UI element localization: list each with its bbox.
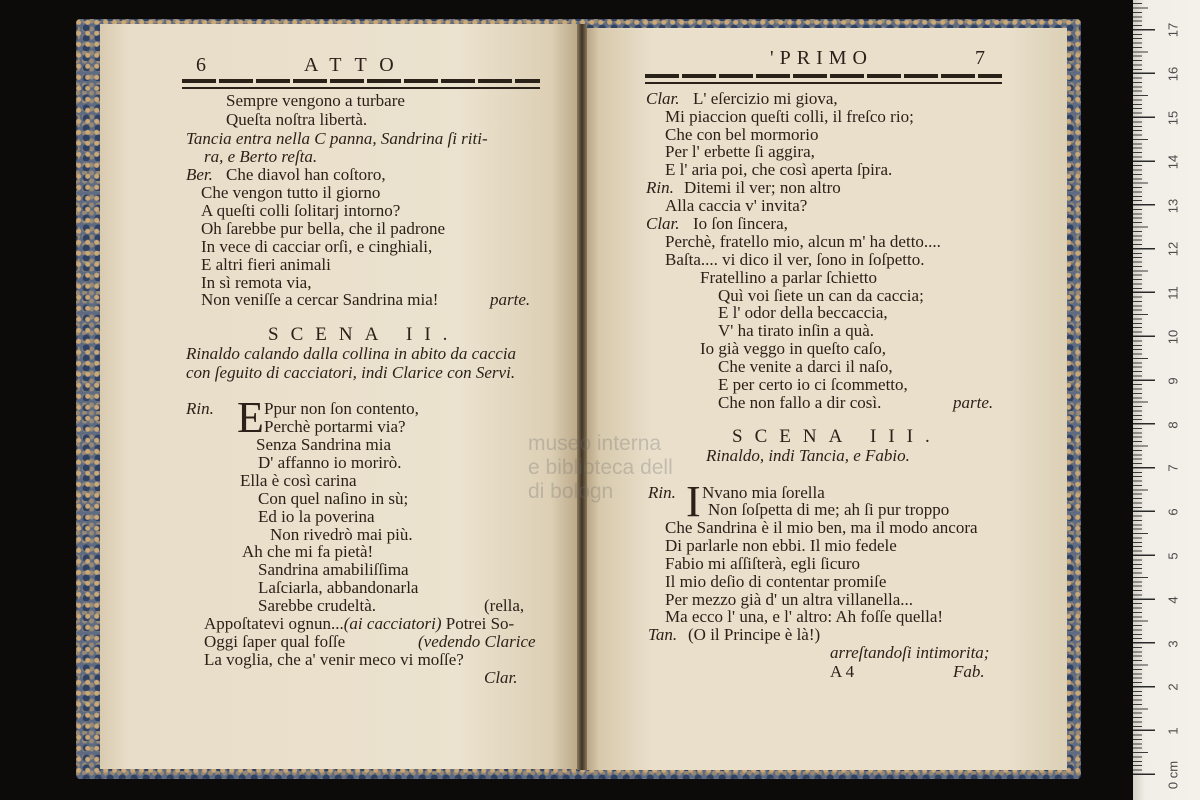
watermark-line: e biblioteca dell <box>528 456 673 479</box>
drop-cap-initial: I <box>686 477 701 526</box>
speaker-label: Ber. <box>186 165 213 184</box>
verse-line: Con quel naſino in sù; <box>258 489 409 508</box>
ruler-label: 1 <box>1165 727 1181 735</box>
verse-line: Alla caccia v' invita? <box>665 196 808 215</box>
verse-line: Che Sandrina è il mio ben, ma il modo ancora <box>665 518 978 537</box>
watermark-line: di bologn <box>528 480 614 503</box>
scene-direction: con ſeguito di cacciatori, indi Clarice con Servi. <box>186 363 516 382</box>
ruler-label: 14 <box>1165 154 1181 170</box>
ruler-major-ticks <box>1133 0 1155 775</box>
left-running-head: ATTO <box>304 54 407 76</box>
verse-line: E l' aria poi, che così aperta ſpira. <box>665 160 893 179</box>
verse-line: Queſta noſtra libertà. <box>226 110 368 129</box>
ruler-label: 12 <box>1165 242 1181 257</box>
ruler-label: 4 <box>1165 596 1181 604</box>
watermark-line: museo interna <box>528 432 662 455</box>
exit-direction: parte. <box>953 393 994 412</box>
turnover-text: (rella, <box>484 596 525 615</box>
speaker-label: Rin. <box>648 483 676 502</box>
verse-line: Per mezzo già d' un altra villanella... <box>665 590 914 609</box>
recitative-text: Potrei So- <box>445 614 515 633</box>
right-page-number: 7 <box>975 47 985 69</box>
ruler-label: 15 <box>1165 110 1181 126</box>
verse-line: In sì remota via, <box>201 273 312 292</box>
aria-line: Quì voi ſiete un can da caccia; <box>718 286 924 305</box>
ruler-label: 7 <box>1165 464 1181 473</box>
aside-direction: (vedendo Clarice <box>418 632 536 651</box>
speaker-label: Rin. <box>186 399 214 418</box>
verse-line: Senza Sandrina mia <box>256 435 392 454</box>
speaker-label: Tan. <box>648 625 678 644</box>
catchword: Clar. <box>484 668 518 687</box>
ruler-label: 0 cm <box>1165 760 1181 790</box>
verse-line: A queſti colli ſolitarj intorno? <box>201 201 401 220</box>
ruler-label: 8 <box>1165 420 1181 429</box>
right-header-rule <box>645 74 1002 78</box>
ruler-label: 5 <box>1165 552 1181 560</box>
ruler-label: 6 <box>1165 508 1181 516</box>
speaker-label: Clar. <box>646 89 680 108</box>
aria-line: V' ha tirato inſin a quà. <box>718 321 875 340</box>
aria-line: Io già veggo in queſto caſo, <box>700 339 887 358</box>
recitative-line <box>204 615 514 633</box>
verse-line: Baſta.... vi dico il ver, ſono in ſoſpetto. <box>665 250 925 269</box>
verse-line: In vece di cacciar orſi, e cinghiali, <box>201 237 433 256</box>
verse-line: Che con bel mormorio <box>665 125 819 144</box>
ruler-label: 9 <box>1165 377 1181 385</box>
catchword: Fab. <box>953 662 985 681</box>
verse-line: Ppur non ſon contento, <box>264 399 419 418</box>
stage-direction: ra, e Berto reſta. <box>204 147 318 166</box>
ruler-label: 17 <box>1165 23 1181 38</box>
verse-line: Che vengon tutto il giorno <box>201 183 381 202</box>
aria-line: E per certo io ci ſcommetto, <box>718 375 908 394</box>
recitative-line: La voglia, che a' venir meco vi moſſe? <box>204 650 464 669</box>
scene-heading: SCENA III. <box>732 426 942 447</box>
verse-line: Ditemi il ver; non altro <box>684 178 841 197</box>
scene-direction: Rinaldo, indi Tancia, e Fabio. <box>706 446 910 465</box>
verse-line: Sempre vengono a turbare <box>226 91 405 110</box>
verse-line: Sandrina amabiliſſima <box>258 560 409 579</box>
left-header-rule-thin <box>182 87 540 89</box>
verse-line: Il mio deſio di contentar promiſe <box>665 572 887 591</box>
stage-direction: arreſtandoſi intimorita; <box>830 643 990 662</box>
scene-direction: Rinaldo calando dalla collina in abito da caccia <box>186 344 517 363</box>
verse-line: Io ſon ſincera, <box>693 214 788 233</box>
verse-line: D' affanno io morirò. <box>258 453 402 472</box>
verse-line: (O il Principe è là!) <box>688 625 821 644</box>
aside-direction: (ai cacciatori) <box>343 614 442 633</box>
verse-line: Nvano mia ſorella <box>702 483 825 502</box>
ruler-label: 10 <box>1165 329 1181 345</box>
scene-heading: SCENA II. <box>268 324 460 345</box>
verse-line: Perchè portarmi via? <box>264 417 406 436</box>
speaker-label: Clar. <box>646 214 680 233</box>
aria-line: E l' odor della beccaccia, <box>718 303 888 322</box>
verse-line: E altri fieri animali <box>201 255 331 274</box>
verse-line: Per l' erbette ſi aggira, <box>665 142 815 161</box>
ruler-label: 2 <box>1165 683 1181 692</box>
left-page-number: 6 <box>196 54 206 76</box>
verse-line: Perchè, fratello mio, alcun m' ha detto.... <box>665 232 941 251</box>
verse-line: Ah che mi fa pietà! <box>242 542 374 561</box>
right-header-rule-thin <box>645 82 1002 84</box>
verse-line: Oh ſarebbe pur bella, che il padrone <box>201 219 446 238</box>
verse-line: Mi piaccion queſti colli, il freſco rio; <box>665 107 914 126</box>
verse-line: L' eſercizio mi giova, <box>693 89 838 108</box>
verse-line: Di parlarle non ebbi. Il mio fedele <box>665 536 897 555</box>
aria-line: Fratellino a parlar ſchietto <box>700 268 878 287</box>
measuring-ruler <box>1133 0 1200 800</box>
exit-direction: parte. <box>490 290 531 309</box>
aria-line: Che non fallo a dir così. <box>718 393 882 412</box>
signature-mark: A 4 <box>830 662 855 681</box>
ruler-label: 13 <box>1165 198 1181 213</box>
ruler-label: 3 <box>1165 639 1181 648</box>
verse-line: Laſciarla, abbandonarla <box>258 578 419 597</box>
verse-line: Non ſoſpetta di me; ah ſi pur troppo <box>708 500 950 519</box>
right-running-head: 'PRIMO <box>770 47 873 69</box>
ruler-label: 11 <box>1165 286 1181 300</box>
verse-line: Che diavol han coſtoro, <box>226 165 386 184</box>
verse-line: Fabio mi aſſiſterà, egli ſicuro <box>665 554 860 573</box>
verse-line: Ed io la poverina <box>258 507 375 526</box>
verse-line: Ma ecco l' una, e l' altro: Ah foſſe quella! <box>665 607 944 626</box>
speaker-label: Rin. <box>646 178 674 197</box>
aria-line: Che venite a darci il naſo, <box>718 357 893 376</box>
verse-line: Sarebbe crudeltà. <box>258 596 376 615</box>
left-header-rule <box>182 79 540 83</box>
verse-line: Non veniſſe a cercar Sandrina mia! <box>201 290 439 309</box>
recitative-line: Oggi ſaper qual foſſe <box>204 632 346 651</box>
verse-line: Non rivedrò mai più. <box>270 525 413 544</box>
verse-line: Ella è così carina <box>240 471 357 490</box>
stage-direction: Tancia entra nella C panna, Sandrina ſi riti- <box>186 129 488 148</box>
ruler-label: 16 <box>1165 66 1181 82</box>
recitative-text: Appoſtatevi ognun... <box>204 614 344 633</box>
drop-cap-initial: E <box>237 393 264 442</box>
book-gutter <box>577 24 587 770</box>
